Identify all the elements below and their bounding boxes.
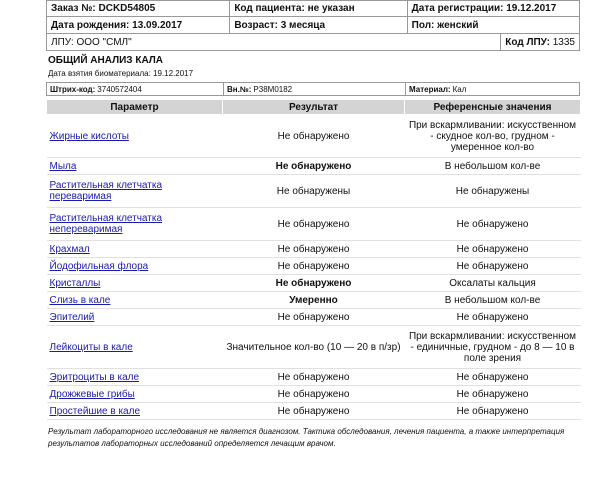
reference-value: Не обнаружено: [405, 258, 581, 275]
parameter-link[interactable]: Слизь в кале: [47, 292, 223, 309]
table-row: [47, 403, 581, 420]
barcode: [47, 83, 223, 95]
reference-value: Не обнаружено: [405, 208, 581, 241]
reference-value: При вскармливании: искусственном - единичные, грудном - до 8 — 10 в поле зрения: [405, 326, 581, 369]
result-value: Не обнаружено: [223, 158, 405, 175]
table-row: [47, 292, 581, 309]
result-value: Не обнаружено: [223, 241, 405, 258]
barcode-label: Штрих-код:: [50, 84, 96, 94]
reference-value: Не обнаружено: [405, 369, 581, 386]
material: [405, 83, 579, 95]
lpu-code: [500, 34, 579, 50]
result-value: Не обнаружено: [223, 115, 405, 158]
table-row: [47, 369, 581, 386]
patient-sex: Пол: женский: [407, 17, 579, 33]
registration-date: Дата регистрации: 19.12.2017: [407, 1, 579, 16]
parameter-link[interactable]: Растительная клетчатка переваримая: [47, 175, 223, 208]
result-value: Умеренно: [223, 292, 405, 309]
header-reference: Референсные значения: [405, 100, 581, 115]
result-value: Не обнаружено: [223, 309, 405, 326]
disclaimer-footnote: Результат лабораторного исследования не является диагнозом. Тактика обследования, лечения пациента, а также интерпретация результатов лабораторных исследований определяется лечащим врачом.: [48, 427, 565, 448]
parameter-link[interactable]: Крахмал: [47, 241, 223, 258]
parameter-link[interactable]: Мыла: [47, 158, 223, 175]
sample-info-bar: [46, 82, 580, 96]
parameter-link[interactable]: Эритроциты в кале: [47, 369, 223, 386]
parameter-link[interactable]: Лейкоциты в кале: [47, 326, 223, 369]
result-value: Значительное кол-во (10 — 20 в п/зр): [223, 326, 405, 369]
reference-value: Не обнаружено: [405, 241, 581, 258]
table-row: [47, 326, 581, 369]
header-row-1: [46, 0, 580, 17]
table-row: [47, 208, 581, 241]
table-row: [47, 241, 581, 258]
table-row: [47, 158, 581, 175]
parameter-link[interactable]: Растительная клетчатка непереваримая: [47, 208, 223, 241]
material-value: Кал: [452, 84, 467, 94]
parameter-link[interactable]: Дрожжевые грибы: [47, 386, 223, 403]
parameter-link[interactable]: Эпителий: [47, 309, 223, 326]
reference-value: При вскармливании: искусственном - скудное кол-во, грудном - умеренное кол-во: [405, 115, 581, 158]
parameter-link[interactable]: Кристаллы: [47, 275, 223, 292]
header-result: Результат: [223, 100, 405, 115]
table-row: [47, 175, 581, 208]
table-row: [47, 309, 581, 326]
analysis-title: ОБЩИЙ АНАЛИЗ КАЛА: [48, 55, 164, 66]
result-value: Не обнаружено: [223, 403, 405, 420]
result-value: Не обнаружено: [223, 258, 405, 275]
table-header-row: [47, 100, 581, 115]
parameter-link[interactable]: Йодофильная флора: [47, 258, 223, 275]
reference-value: Не обнаружено: [405, 309, 581, 326]
patient-code: Код пациента: не указан: [229, 1, 406, 16]
material-label: Материал:: [409, 84, 451, 94]
result-value: Не обнаружены: [223, 175, 405, 208]
lpu-name: ЛПУ: ООО "СМЛ": [51, 36, 132, 48]
reference-value: Не обнаружены: [405, 175, 581, 208]
lpu-code-label: Код ЛПУ:: [505, 36, 550, 48]
barcode-value: 3740572404: [97, 84, 142, 94]
reference-value: Оксалаты кальция: [405, 275, 581, 292]
reference-value: Не обнаружено: [405, 386, 581, 403]
result-value: Не обнаружено: [223, 275, 405, 292]
reference-value: Не обнаружено: [405, 403, 581, 420]
reference-value: В небольшом кол-ве: [405, 158, 581, 175]
table-row: [47, 258, 581, 275]
header-parameter: Параметр: [47, 100, 223, 115]
lpu-code-value: 1335: [552, 36, 575, 48]
vn-label: Вн.№:: [227, 84, 252, 94]
report-content: [46, 0, 580, 450]
results-table: [46, 99, 581, 420]
patient-age: Возраст: 3 месяца: [229, 17, 406, 33]
lpu-row: [46, 34, 580, 51]
result-value: Не обнаружено: [223, 208, 405, 241]
parameter-link[interactable]: Жирные кислоты: [47, 115, 223, 158]
sample-date: Дата взятия биоматериала: 19.12.2017: [48, 69, 194, 78]
result-value: Не обнаружено: [223, 369, 405, 386]
internal-number: [223, 83, 405, 95]
table-row: [47, 275, 581, 292]
header-row-2: [46, 17, 580, 34]
parameter-link[interactable]: Простейшие в кале: [47, 403, 223, 420]
vn-value: P38M0182: [253, 84, 293, 94]
birth-date: Дата рождения: 13.09.2017: [51, 19, 183, 31]
order-number: Заказ №: DCKD54805: [51, 3, 156, 14]
table-row: [47, 115, 581, 158]
table-row: [47, 386, 581, 403]
reference-value: В небольшом кол-ве: [405, 292, 581, 309]
left-margin: [0, 0, 38, 487]
result-value: Не обнаружено: [223, 386, 405, 403]
